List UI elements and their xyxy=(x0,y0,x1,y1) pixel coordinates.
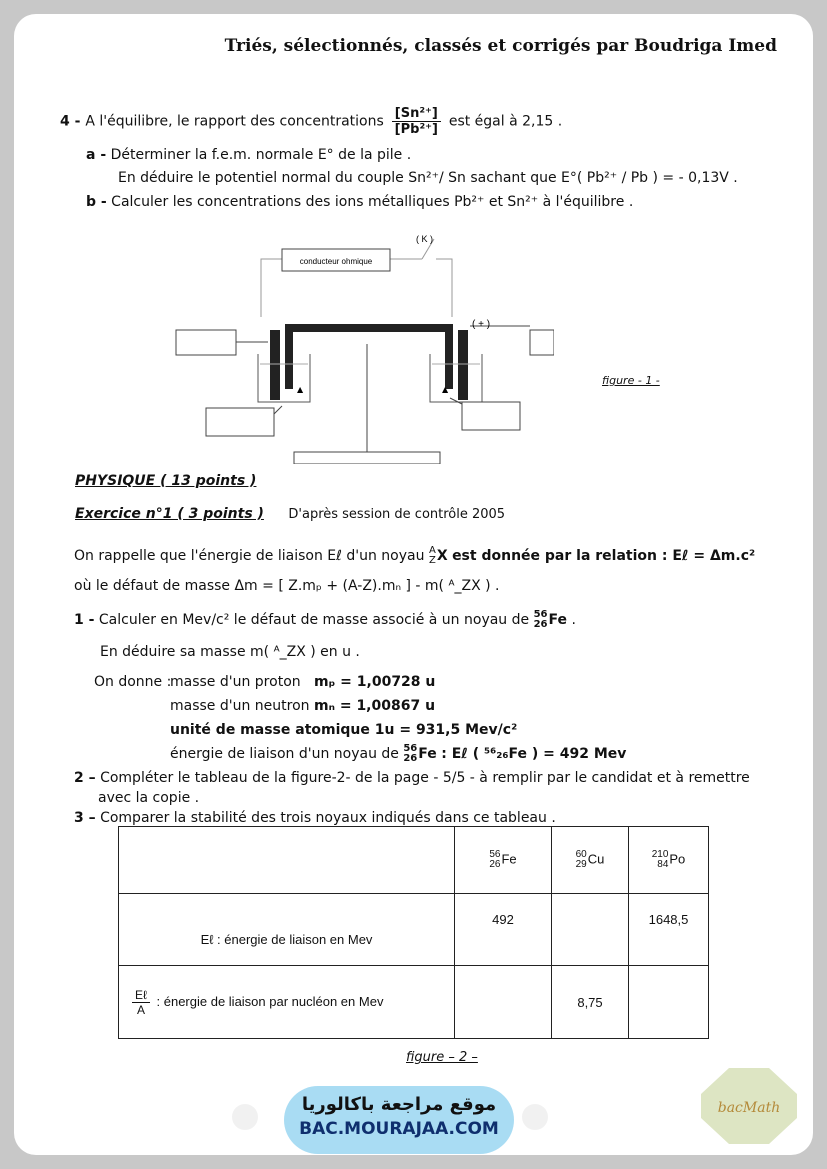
nucleus-po-cell: 210 84Po xyxy=(629,827,709,894)
row2-po-value xyxy=(629,966,709,1039)
q4-a: a - Déterminer la f.e.m. normale E° de la pile . xyxy=(86,147,412,163)
given-amu: unité de masse atomique 1u = 931,5 Mev/c² xyxy=(170,722,518,738)
nucleus-cu-cell: 60 29Cu xyxy=(552,827,629,894)
table-corner-cell xyxy=(119,827,455,894)
row1-label: Eℓ : énergie de liaison en Mev xyxy=(119,894,455,966)
given-intro: On donne : xyxy=(94,674,172,690)
plus-label: ( + ) xyxy=(472,319,491,330)
label-box-bridge xyxy=(294,452,440,464)
pile-diagram xyxy=(154,214,554,464)
svg-text:▲: ▲ xyxy=(442,385,449,394)
page-header: Triés, sélectionnés, classés et corrigés par Boudriga Imed xyxy=(224,36,777,56)
physique-line2: où le défaut de masse Δm = [ Z.mₚ + (A-Z).mₙ ] - m( ᴬ_ZX ) . xyxy=(74,578,500,594)
row2-label: $\frac{\text{Eℓ}}{A}$ : énergie de liaison par nucléon en Mev xyxy=(119,966,455,1039)
exercise-heading: Exercice n°1 ( 3 points ) D'après session de contrôle 2005 xyxy=(75,506,506,522)
table-row xyxy=(119,966,709,1039)
switch-label: ( K ) xyxy=(416,234,433,244)
label-box-left-metal xyxy=(176,330,236,355)
document-page xyxy=(14,14,813,1155)
site-url[interactable]: BAC.MOURAJAA.COM xyxy=(299,1119,499,1139)
resistor-label: conducteur ohmique xyxy=(299,257,373,266)
site-badge[interactable] xyxy=(284,1086,514,1154)
binding-energy-table xyxy=(118,826,709,1039)
q4-a-line2: En déduire le potentiel normal du couple Sn²⁺/ Sn sachant que E°( Pb²⁺ / Pb ) = - 0,13V . xyxy=(118,170,738,186)
q4-b: b - Calculer les concentrations des ions métalliques Pb²⁺ et Sn²⁺ à l'équilibre . xyxy=(86,194,634,210)
right-logo-icon xyxy=(522,1104,548,1130)
given-energy: énergie de liaison d'un noyau de 56 26Fe : Eℓ ( ⁵⁶₂₆Fe ) = 492 Mev xyxy=(170,743,627,764)
row1-po-value: 1648,5 xyxy=(629,894,709,966)
figure2-caption: figure – 2 – xyxy=(406,1050,478,1065)
label-box-left-solution xyxy=(206,408,274,436)
given-proton-label: masse d'un proton xyxy=(170,674,301,690)
site-arabic: موقع مراجعة باكالوريا xyxy=(301,1094,497,1115)
row2-fe-value xyxy=(455,966,552,1039)
bacmath-logo-icon xyxy=(699,1066,799,1146)
table-row xyxy=(119,894,709,966)
physique-q1-deduce: En déduire sa masse m( ᴬ_ZX ) en u . xyxy=(100,644,360,660)
given-proton-value: mₚ = 1,00728 u xyxy=(314,674,436,690)
figure1-caption: figure - 1 - xyxy=(602,374,660,387)
brand-text: bacMath xyxy=(717,1100,781,1116)
nucleus-fe-cell: 56 26Fe xyxy=(455,827,552,894)
electrode-left xyxy=(270,330,280,400)
electrode-right xyxy=(458,330,468,400)
q4-intro: 4 - A l'équilibre, le rapport des concentrations $\frac{\text{[Sn²⁺]}}{\text{[Pb²⁺]}}$ est égal à 2,15 . xyxy=(60,106,563,137)
table-header-row xyxy=(119,827,709,894)
physique-q2-line2: avec la copie . xyxy=(98,790,200,806)
row1-fe-value: 492 xyxy=(455,894,552,966)
label-box-right-metal xyxy=(530,330,554,355)
physique-q2: 2 – Compléter le tableau de la figure-2- de la page - 5/5 - à remplir par le candidat et à remettre xyxy=(74,770,750,786)
physique-line1: On rappelle que l'énergie de liaison Eℓ d'un noyau A ZX est donnée par la relation : Eℓ = Δm.c² xyxy=(74,545,756,566)
physique-q3: 3 – Comparer la stabilité des trois noyaux indiqués dans ce tableau . xyxy=(74,810,556,826)
row2-cu-value: 8,75 xyxy=(552,966,629,1039)
physique-title: PHYSIQUE ( 13 points ) xyxy=(75,473,257,489)
row1-cu-value xyxy=(552,894,629,966)
svg-text:▲: ▲ xyxy=(297,385,304,394)
label-box-right-solution xyxy=(462,402,520,430)
concentration-ratio: $\frac{\text{[Sn²⁺]}}{\text{[Pb²⁺]}}$ xyxy=(392,106,441,137)
physique-q1: 1 - Calculer en Mev/c² le défaut de masse associé à un noyau de 56 26Fe . xyxy=(74,609,576,630)
left-logo-icon xyxy=(232,1104,258,1130)
given-neutron-label: masse d'un neutron xyxy=(170,698,310,714)
given-neutron-value: mₙ = 1,00867 u xyxy=(314,698,436,714)
